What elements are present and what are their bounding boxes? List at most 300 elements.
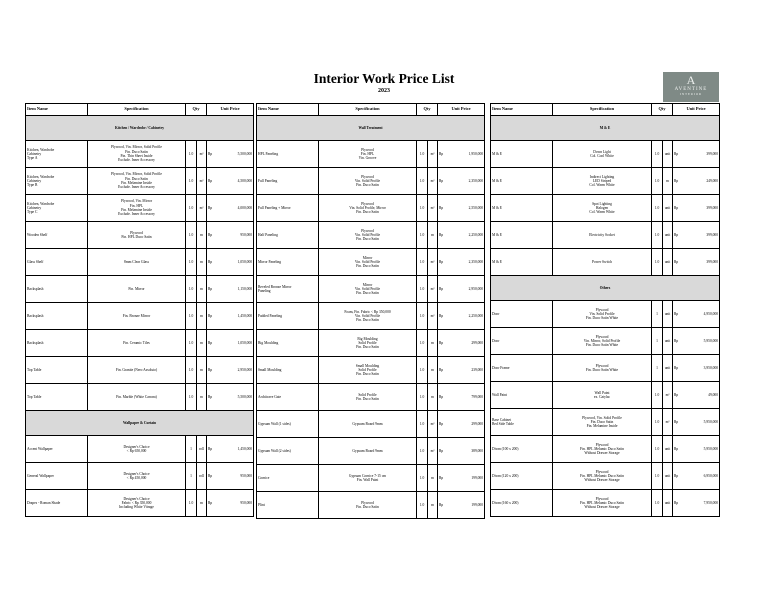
qty-cell: 1.0 bbox=[652, 490, 663, 517]
item-name-cell: Kitchen, Wardrobe Cabinetry Type A bbox=[26, 141, 88, 168]
table-row bbox=[491, 301, 720, 328]
specification-cell: Foam, Fin. Fabric < Rp 350,000 Vin. Solid Profile Fin. Duco Satin bbox=[319, 303, 417, 330]
currency-cell: Rp bbox=[438, 249, 449, 276]
unit-price-cell: 4,500,000 bbox=[218, 168, 254, 195]
item-name-cell: Drapes - Roman Shade bbox=[26, 490, 88, 517]
price-table-1 bbox=[25, 103, 254, 517]
unit-cell: unit bbox=[663, 141, 673, 168]
unit-cell: m² bbox=[428, 276, 438, 303]
qty-cell: 1 bbox=[186, 436, 197, 463]
unit-price-cell: 7,950,000 bbox=[684, 490, 720, 517]
logo-tag: INTERIOR bbox=[680, 92, 702, 96]
unit-cell: unit bbox=[663, 249, 673, 276]
table-row bbox=[26, 276, 254, 303]
qty-cell: 1.0 bbox=[652, 195, 663, 222]
specification-cell: Fin. Ceramic Tiles bbox=[88, 330, 186, 357]
table-row bbox=[26, 436, 254, 463]
qty-cell: 1.0 bbox=[417, 195, 428, 222]
specification-cell: Down Light Col. Cool White bbox=[553, 141, 652, 168]
currency-cell: Rp bbox=[673, 463, 684, 490]
qty-cell: 1.0 bbox=[417, 384, 428, 411]
unit-price-cell: 1,450,000 bbox=[218, 436, 254, 463]
currency-cell: Rp bbox=[438, 384, 449, 411]
table-row bbox=[257, 276, 485, 303]
specification-cell: Plywood, Vin. Solid Profile Fin. Duco Satin Fin. Melamine Inside bbox=[553, 409, 652, 436]
qty-cell: 1.0 bbox=[417, 465, 428, 492]
qty-cell: 1.0 bbox=[652, 409, 663, 436]
item-name-cell: Wall Paint bbox=[491, 382, 553, 409]
currency-cell: Rp bbox=[207, 222, 218, 249]
unit-price-cell: 2,250,000 bbox=[449, 303, 485, 330]
unit-cell: roll bbox=[197, 436, 207, 463]
unit-price-cell: 239,000 bbox=[449, 357, 485, 384]
currency-cell: Rp bbox=[438, 357, 449, 384]
table-row bbox=[257, 357, 485, 384]
unit-price-cell: 6,950,000 bbox=[684, 463, 720, 490]
table-row bbox=[257, 438, 485, 465]
item-name-cell: Base Cabinet Bed Side Table bbox=[491, 409, 553, 436]
qty-cell: 1.0 bbox=[186, 357, 197, 384]
qty-cell: 1.0 bbox=[417, 330, 428, 357]
qty-cell: 1.0 bbox=[186, 195, 197, 222]
item-name-cell: General Wallpaper bbox=[26, 463, 88, 490]
unit-price-cell: 2,250,000 bbox=[449, 222, 485, 249]
specification-cell: Plywood Vin. Solid Profile Fin. Duco Satin bbox=[319, 222, 417, 249]
currency-cell: Rp bbox=[673, 222, 684, 249]
unit-price-cell: 950,000 bbox=[218, 490, 254, 517]
qty-cell: 1.0 bbox=[417, 222, 428, 249]
currency-cell: Rp bbox=[438, 222, 449, 249]
item-name-cell: Door bbox=[491, 328, 553, 355]
unit-price-cell: 5,500,000 bbox=[218, 384, 254, 411]
specification-cell: Fin. Granite (Nero Assoluto) bbox=[88, 357, 186, 384]
item-name-cell: Padded Paneling bbox=[257, 303, 319, 330]
unit-price-cell: 1,950,000 bbox=[449, 141, 485, 168]
currency-cell: Rp bbox=[207, 357, 218, 384]
unit-price-cell: 1,050,000 bbox=[218, 249, 254, 276]
specification-cell: Designer's Choice < Rp 650,000 bbox=[88, 436, 186, 463]
currency-cell: Rp bbox=[438, 303, 449, 330]
section-header-row bbox=[491, 276, 720, 301]
header-specification: Specification bbox=[88, 104, 186, 116]
unit-cell: m bbox=[197, 490, 207, 517]
specification-cell: Mirror Vin. Solid Profile Fin. Duco Satin bbox=[319, 249, 417, 276]
unit-price-cell: 5,950,000 bbox=[684, 409, 720, 436]
qty-cell: 1.0 bbox=[652, 382, 663, 409]
item-name-cell: Plint bbox=[257, 492, 319, 519]
unit-cell: m bbox=[197, 222, 207, 249]
table-row bbox=[257, 141, 485, 168]
currency-cell: Rp bbox=[207, 490, 218, 517]
currency-cell: Rp bbox=[438, 168, 449, 195]
table-row bbox=[257, 249, 485, 276]
currency-cell: Rp bbox=[673, 168, 684, 195]
table-header-row bbox=[26, 104, 254, 116]
unit-cell: m bbox=[197, 357, 207, 384]
unit-price-cell: 5,950,000 bbox=[684, 328, 720, 355]
unit-cell: unit bbox=[663, 436, 673, 463]
header-item-name: Item Name bbox=[491, 104, 553, 116]
header-specification: Specification bbox=[553, 104, 652, 116]
section-header-row bbox=[26, 116, 254, 141]
unit-price-cell: 2,350,000 bbox=[449, 168, 485, 195]
table-row bbox=[491, 436, 720, 463]
currency-cell: Rp bbox=[207, 249, 218, 276]
unit-cell: roll bbox=[197, 463, 207, 490]
specification-cell: Indirect Lighting LED Striped Col. Warm White bbox=[553, 168, 652, 195]
table-row bbox=[257, 168, 485, 195]
table-header-row bbox=[257, 104, 485, 116]
specification-cell: Plywood Fin. HPL Duco Satin bbox=[88, 222, 186, 249]
unit-cell: m² bbox=[428, 141, 438, 168]
specification-cell: Mirror Vin. Solid Profile Fin. Duco Satin bbox=[319, 276, 417, 303]
specification-cell: 8mm Clear Glass bbox=[88, 249, 186, 276]
specification-cell: Plywood Fin. HPL Melamic Duco Satin Without Drawer Storage bbox=[553, 490, 652, 517]
table-row bbox=[26, 463, 254, 490]
qty-cell: 1.0 bbox=[417, 438, 428, 465]
specification-cell: Solid Profile Fin. Duco Satin bbox=[319, 384, 417, 411]
specification-cell: Designer's Choice < Rp 450,000 bbox=[88, 463, 186, 490]
item-name-cell: Divan (120 x 200) bbox=[491, 463, 553, 490]
unit-cell: m bbox=[428, 492, 438, 519]
unit-cell: m² bbox=[663, 382, 673, 409]
qty-cell: 1.0 bbox=[652, 436, 663, 463]
item-name-cell: Backsplash bbox=[26, 330, 88, 357]
unit-price-cell: 2,950,000 bbox=[449, 276, 485, 303]
table-row bbox=[491, 490, 720, 517]
currency-cell: Rp bbox=[438, 141, 449, 168]
unit-cell: m² bbox=[197, 195, 207, 222]
unit-price-cell: 399,000 bbox=[684, 249, 720, 276]
unit-price-cell: 1,450,000 bbox=[218, 303, 254, 330]
item-name-cell: Door bbox=[491, 301, 553, 328]
unit-cell: m bbox=[197, 384, 207, 411]
qty-cell: 1.0 bbox=[417, 303, 428, 330]
qty-cell: 1 bbox=[652, 355, 663, 382]
table-row bbox=[26, 384, 254, 411]
logo-name: AVENTINE bbox=[674, 87, 708, 92]
unit-price-cell: 399,000 bbox=[684, 141, 720, 168]
item-name-cell: M & E bbox=[491, 195, 553, 222]
qty-cell: 1 bbox=[652, 328, 663, 355]
currency-cell: Rp bbox=[438, 330, 449, 357]
item-name-cell: Backsplash bbox=[26, 276, 88, 303]
year-label: 2023 bbox=[378, 88, 390, 94]
item-name-cell: Half Paneling bbox=[257, 222, 319, 249]
unit-cell: unit bbox=[663, 195, 673, 222]
qty-cell: 1.0 bbox=[417, 168, 428, 195]
table-row bbox=[26, 330, 254, 357]
section-title: Wallpaper & Curtain bbox=[26, 411, 254, 436]
qty-cell: 1.0 bbox=[186, 222, 197, 249]
table-row bbox=[26, 222, 254, 249]
unit-price-cell: 299,000 bbox=[449, 330, 485, 357]
specification-cell: Gypsum Cornice 7-15 cm Fin. Wall Paint bbox=[319, 465, 417, 492]
qty-cell: 1.0 bbox=[186, 141, 197, 168]
specification-cell: Plywood Vin. Solid Profile Fin. Duco Satin White bbox=[553, 301, 652, 328]
specification-cell: Plywood Vin. Mirror, Solid Profile Fin. Duco Satin White bbox=[553, 328, 652, 355]
currency-cell: Rp bbox=[207, 195, 218, 222]
table-row bbox=[491, 382, 720, 409]
currency-cell: Rp bbox=[673, 195, 684, 222]
currency-cell: Rp bbox=[207, 168, 218, 195]
unit-price-cell: 2,550,000 bbox=[449, 195, 485, 222]
specification-cell: Fin. Bronze Mirror bbox=[88, 303, 186, 330]
unit-price-cell: 249,000 bbox=[684, 168, 720, 195]
qty-cell: 1.0 bbox=[186, 330, 197, 357]
currency-cell: Rp bbox=[673, 141, 684, 168]
unit-cell: m bbox=[197, 249, 207, 276]
item-name-cell: Accent Wallpaper bbox=[26, 436, 88, 463]
unit-price-cell: 299,000 bbox=[449, 411, 485, 438]
currency-cell: Rp bbox=[673, 490, 684, 517]
table-row bbox=[491, 463, 720, 490]
unit-price-cell: 1,150,000 bbox=[218, 276, 254, 303]
qty-cell: 1.0 bbox=[186, 249, 197, 276]
qty-cell: 1.0 bbox=[652, 141, 663, 168]
unit-cell: m² bbox=[197, 168, 207, 195]
specification-cell: Plywood Fin. Duco Satin bbox=[319, 492, 417, 519]
currency-cell: Rp bbox=[207, 141, 218, 168]
item-name-cell: Wooden Shelf bbox=[26, 222, 88, 249]
qty-cell: 1.0 bbox=[417, 411, 428, 438]
table-row bbox=[491, 328, 720, 355]
item-name-cell: M & E bbox=[491, 141, 553, 168]
currency-cell: Rp bbox=[438, 465, 449, 492]
unit-cell: m² bbox=[428, 438, 438, 465]
specification-cell: Plywood, Vin. Mirror, Solid Profile Fin. Duco Satin Fin. Thin Sheet Inside Exclude. Inner Accessory bbox=[88, 141, 186, 168]
specification-cell: Plywood Fin. HPL Melamic Duco Satin Without Drawer Storage bbox=[553, 436, 652, 463]
section-header-row bbox=[491, 116, 720, 141]
unit-cell: m bbox=[197, 303, 207, 330]
item-name-cell: Mirror Paneling bbox=[257, 249, 319, 276]
currency-cell: Rp bbox=[438, 411, 449, 438]
qty-cell: 1.0 bbox=[186, 490, 197, 517]
currency-cell: Rp bbox=[438, 438, 449, 465]
section-title: M & E bbox=[491, 116, 720, 141]
qty-cell: 1.0 bbox=[186, 384, 197, 411]
currency-cell: Rp bbox=[207, 276, 218, 303]
item-name-cell: M & E bbox=[491, 249, 553, 276]
table-row bbox=[257, 195, 485, 222]
table-row bbox=[491, 141, 720, 168]
qty-cell: 1.0 bbox=[652, 463, 663, 490]
item-name-cell: Glass Shelf bbox=[26, 249, 88, 276]
currency-cell: Rp bbox=[673, 436, 684, 463]
unit-price-cell: 199,000 bbox=[449, 492, 485, 519]
unit-price-cell: 950,000 bbox=[218, 222, 254, 249]
table-row bbox=[257, 222, 485, 249]
unit-cell: m bbox=[197, 276, 207, 303]
unit-cell: m² bbox=[428, 195, 438, 222]
header-item-name: Item Name bbox=[257, 104, 319, 116]
item-name-cell: Top Table bbox=[26, 384, 88, 411]
header-unit-price: Unit Price bbox=[438, 104, 485, 116]
unit-cell: m bbox=[428, 384, 438, 411]
table-row bbox=[26, 249, 254, 276]
unit-price-cell: 399,000 bbox=[684, 222, 720, 249]
table-row bbox=[26, 195, 254, 222]
qty-cell: 1.0 bbox=[652, 168, 663, 195]
table-header-row bbox=[491, 104, 720, 116]
currency-cell: Rp bbox=[438, 492, 449, 519]
table-row bbox=[491, 355, 720, 382]
qty-cell: 1.0 bbox=[186, 276, 197, 303]
specification-cell: Plywood Fin. HPL Vin. Groove bbox=[319, 141, 417, 168]
currency-cell: Rp bbox=[207, 463, 218, 490]
table-row bbox=[491, 195, 720, 222]
item-name-cell: Full Paneling + Mirror bbox=[257, 195, 319, 222]
qty-cell: 1.0 bbox=[417, 249, 428, 276]
specification-cell: Gypsum Board 9mm bbox=[319, 411, 417, 438]
table-row bbox=[257, 330, 485, 357]
unit-cell: m bbox=[663, 168, 673, 195]
specification-cell: Big Moulding Solid Profile Fin. Duco Satin bbox=[319, 330, 417, 357]
header-qty: Qty bbox=[417, 104, 438, 116]
unit-cell: m bbox=[428, 465, 438, 492]
specification-cell: Plywood Vin. Solid Profile Fin. Duco Satin bbox=[319, 168, 417, 195]
item-name-cell: M & E bbox=[491, 222, 553, 249]
unit-price-cell: 5,950,000 bbox=[684, 436, 720, 463]
section-title: Others bbox=[491, 276, 720, 301]
currency-cell: Rp bbox=[207, 303, 218, 330]
table-row bbox=[26, 303, 254, 330]
table-row bbox=[257, 384, 485, 411]
unit-price-cell: 49,000 bbox=[684, 382, 720, 409]
unit-price-cell: 2,350,000 bbox=[449, 249, 485, 276]
table-row bbox=[491, 409, 720, 436]
table-row bbox=[26, 357, 254, 384]
header-specification: Specification bbox=[319, 104, 417, 116]
unit-cell: m bbox=[428, 357, 438, 384]
unit-cell: m² bbox=[663, 409, 673, 436]
header-unit-price: Unit Price bbox=[207, 104, 254, 116]
table-row bbox=[257, 492, 485, 519]
unit-price-cell: 3,950,000 bbox=[684, 355, 720, 382]
item-name-cell: Kitchen, Wardrobe Cabinetry Type B bbox=[26, 168, 88, 195]
qty-cell: 1.0 bbox=[417, 357, 428, 384]
item-name-cell: Door Frame bbox=[491, 355, 553, 382]
currency-cell: Rp bbox=[673, 409, 684, 436]
brand-logo bbox=[663, 72, 719, 102]
section-title: Kitchen / Wardrobe / Cabinetry bbox=[26, 116, 254, 141]
specification-cell: Plywood Fin. Duco Satin White bbox=[553, 355, 652, 382]
unit-price-cell: 950,000 bbox=[218, 463, 254, 490]
table-row bbox=[491, 222, 720, 249]
specification-cell: Fin. Mirror bbox=[88, 276, 186, 303]
specification-cell: Electricity Socket bbox=[553, 222, 652, 249]
item-name-cell: Backsplash bbox=[26, 303, 88, 330]
currency-cell: Rp bbox=[207, 436, 218, 463]
table-row bbox=[257, 411, 485, 438]
currency-cell: Rp bbox=[438, 276, 449, 303]
unit-cell: m² bbox=[197, 141, 207, 168]
currency-cell: Rp bbox=[438, 195, 449, 222]
unit-price-cell: 399,000 bbox=[684, 195, 720, 222]
unit-cell: unit bbox=[663, 463, 673, 490]
qty-cell: 1.0 bbox=[417, 276, 428, 303]
currency-cell: Rp bbox=[673, 301, 684, 328]
item-name-cell: Gypsum Wall (1 sides) bbox=[257, 411, 319, 438]
item-name-cell: Full Paneling bbox=[257, 168, 319, 195]
item-name-cell: Small Moulding bbox=[257, 357, 319, 384]
item-name-cell: Kitchen, Wardrobe Cabinetry Type C bbox=[26, 195, 88, 222]
table-row bbox=[491, 249, 720, 276]
specification-cell: Power Switch bbox=[553, 249, 652, 276]
price-table-3 bbox=[490, 103, 720, 517]
unit-cell: m bbox=[428, 222, 438, 249]
currency-cell: Rp bbox=[673, 328, 684, 355]
table-row bbox=[257, 303, 485, 330]
header-item-name: Item Name bbox=[26, 104, 88, 116]
unit-price-cell: 199,000 bbox=[449, 465, 485, 492]
unit-price-cell: 1,050,000 bbox=[218, 330, 254, 357]
qty-cell: 1.0 bbox=[417, 492, 428, 519]
unit-price-cell: 2,950,000 bbox=[218, 357, 254, 384]
item-name-cell: Gypsum Wall (2 sides) bbox=[257, 438, 319, 465]
unit-cell: unit bbox=[663, 355, 673, 382]
item-name-cell: HPL Paneling bbox=[257, 141, 319, 168]
unit-cell: m² bbox=[428, 249, 438, 276]
logo-initial: A bbox=[686, 73, 696, 87]
currency-cell: Rp bbox=[207, 330, 218, 357]
unit-cell: unit bbox=[663, 301, 673, 328]
item-name-cell: Architrave Gate bbox=[257, 384, 319, 411]
item-name-cell: M & E bbox=[491, 168, 553, 195]
header-unit-price: Unit Price bbox=[673, 104, 720, 116]
currency-cell: Rp bbox=[673, 382, 684, 409]
qty-cell: 1.0 bbox=[186, 168, 197, 195]
unit-cell: m² bbox=[428, 168, 438, 195]
currency-cell: Rp bbox=[207, 384, 218, 411]
specification-cell: Fin. Marble (White Carrara) bbox=[88, 384, 186, 411]
unit-price-cell: 4,950,000 bbox=[684, 301, 720, 328]
currency-cell: Rp bbox=[673, 355, 684, 382]
item-name-cell: Cornice bbox=[257, 465, 319, 492]
specification-cell: Plywood Vin. Solid Profile, Mirror Fin. Duco Satin bbox=[319, 195, 417, 222]
item-name-cell: Divan (100 x 200) bbox=[491, 436, 553, 463]
section-header-row bbox=[26, 411, 254, 436]
unit-cell: unit bbox=[663, 222, 673, 249]
unit-cell: unit bbox=[663, 490, 673, 517]
specification-cell: Plywood, Vin. Mirror, Solid Profile Fin. Duco Satin Fin. Melamine Inside Exclude. Inner Accessory bbox=[88, 168, 186, 195]
price-table-2 bbox=[256, 103, 485, 519]
unit-price-cell: 389,000 bbox=[449, 438, 485, 465]
qty-cell: 1.0 bbox=[652, 249, 663, 276]
unit-cell: m² bbox=[428, 303, 438, 330]
specification-cell: Small Moulding Solid Profile Fin. Duco Satin bbox=[319, 357, 417, 384]
specification-cell: Plywood, Vin. Mirror Fin. HPL Fin. Melamine Inside Exclude. Inner Accessory bbox=[88, 195, 186, 222]
table-row bbox=[26, 141, 254, 168]
qty-cell: 1 bbox=[652, 301, 663, 328]
page-title: Interior Work Price List bbox=[313, 71, 455, 86]
currency-cell: Rp bbox=[673, 249, 684, 276]
qty-cell: 1 bbox=[186, 463, 197, 490]
table-row bbox=[26, 490, 254, 517]
qty-cell: 1.0 bbox=[417, 141, 428, 168]
specification-cell: Gypsum Board 9mm bbox=[319, 438, 417, 465]
header-qty: Qty bbox=[186, 104, 207, 116]
specification-cell: Spot Lighting Halogen Col. Warm White bbox=[553, 195, 652, 222]
unit-cell: m bbox=[428, 330, 438, 357]
table-row bbox=[26, 168, 254, 195]
unit-cell: m bbox=[197, 330, 207, 357]
unit-cell: m² bbox=[428, 411, 438, 438]
item-name-cell: Top Table bbox=[26, 357, 88, 384]
item-name-cell: Beveled Bronze Mirror Paneling bbox=[257, 276, 319, 303]
specification-cell: Designer's Choice Fabric < Rp 350,000 Including White Vitrage bbox=[88, 490, 186, 517]
unit-price-cell: 799,000 bbox=[449, 384, 485, 411]
